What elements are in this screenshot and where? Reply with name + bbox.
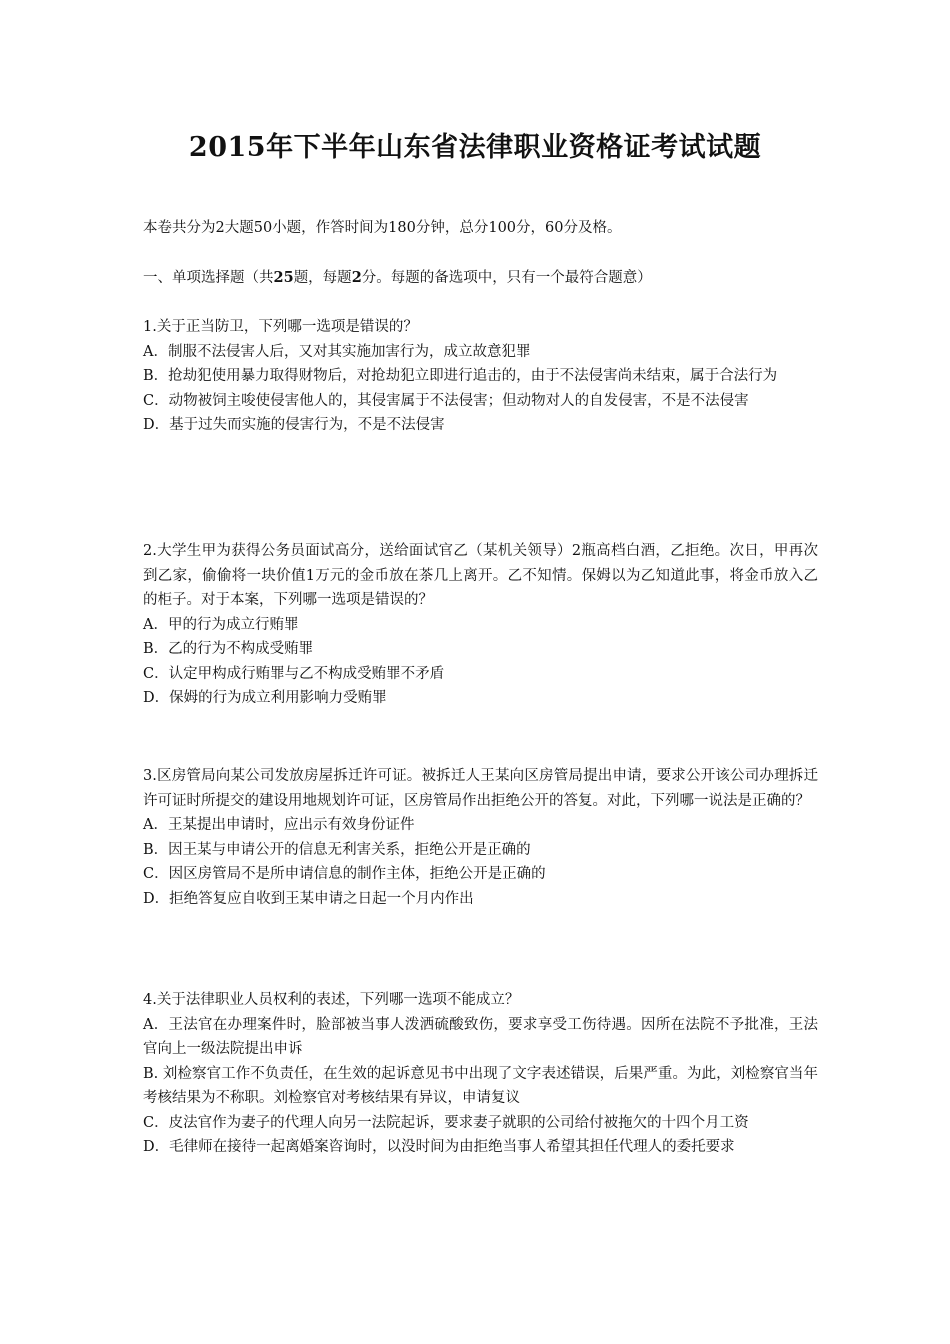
option-b: B. 刘检察官工作不负责任，在生效的起诉意见书中出现了文字表述错误，后果严重。为此，刘检察官当年考核结果为不称职。刘检察官对考核结果有异议，申请复议 <box>143 1065 818 1106</box>
option-d: D．保姆的行为成立利用影响力受贿罪 <box>143 690 387 706</box>
question-stem: 1.关于正当防卫，下列哪一选项是错误的？ <box>143 319 418 335</box>
option-c: C．认定甲构成行贿罪与乙不构成受贿罪不矛盾 <box>143 665 445 682</box>
section-heading-prefix: 一、单项选择题（共 <box>143 270 274 286</box>
section-question-points: 2 <box>351 269 362 286</box>
option-b: B．抢劫犯使用暴力取得财物后，对抢劫犯立即进行追击的，由于不法侵害尚未结束，属于合法行为 <box>143 368 778 384</box>
option-c: C．皮法官作为妻子的代理人向另一法院起诉，要求妻子就职的公司给付被拖欠的十四个月工资 <box>143 1114 749 1131</box>
question-stem: 3.区房管局向某公司发放房屋拆迁许可证。被拆迁人王某向区房管局提出申请，要求公开该公司办理拆迁许可证时所提交的建设用地规划许可证，区房管局作出拒绝公开的答复。对此，下列哪一说法是正确的？ <box>143 768 818 809</box>
section-heading-suffix: 分。每题的备选项中，只有一个最符合题意） <box>361 270 652 286</box>
page-title: 2015年下半年山东省法律职业资格证考试试题 <box>188 132 762 163</box>
question-stem: 2.大学生甲为获得公务员面试高分，送给面试官乙（某机关领导）2瓶高档白酒，乙拒绝。次日，甲再次到乙家，偷偷将一块价值1万元的金币放在茶几上离开。乙不知情。保姆以为乙知道此事，将金币放入乙的柜子。对于本案，下列哪一选项是错误的？ <box>143 543 818 608</box>
option-a: A．甲的行为成立行贿罪 <box>143 616 299 633</box>
section-question-count: 25 <box>273 269 294 286</box>
section-heading-mid: 题，每题 <box>293 270 352 286</box>
exam-intro: 本卷共分为2大题50小题，作答时间为180分钟，总分100分，60分及格。 <box>143 220 622 236</box>
option-a: A．王法官在办理案件时，脸部被当事人泼洒硫酸致伤，要求享受工伤待遇。因所在法院不予批准，王法官向上一级法院提出申诉 <box>143 1016 818 1057</box>
question-3 <box>143 764 818 911</box>
option-b: B．因王某与申请公开的信息无利害关系，拒绝公开是正确的 <box>143 841 531 858</box>
option-c: C．动物被饲主唆使侵害他人的，其侵害属于不法侵害；但动物对人的自发侵害，不是不法侵害 <box>143 392 749 409</box>
question-4 <box>143 988 818 1160</box>
question-2 <box>143 539 818 711</box>
option-d: D．毛律师在接待一起离婚案咨询时，以没时间为由拒绝当事人希望其担任代理人的委托要求 <box>143 1139 735 1155</box>
option-a: A．制服不法侵害人后，又对其实施加害行为，成立故意犯罪 <box>143 343 531 360</box>
question-stem: 4.关于法律职业人员权利的表述，下列哪一选项不能成立？ <box>143 992 520 1008</box>
option-d: D．基于过失而实施的侵害行为，不是不法侵害 <box>143 417 445 433</box>
option-d: D．拒绝答复应自收到王某申请之日起一个月内作出 <box>143 890 474 907</box>
section-heading <box>143 268 823 288</box>
option-c: C．因区房管局不是所申请信息的制作主体，拒绝公开是正确的 <box>143 866 546 882</box>
question-1 <box>143 315 818 438</box>
option-b: B．乙的行为不构成受贿罪 <box>143 641 314 657</box>
option-a: A．王某提出申请时，应出示有效身份证件 <box>143 817 415 833</box>
